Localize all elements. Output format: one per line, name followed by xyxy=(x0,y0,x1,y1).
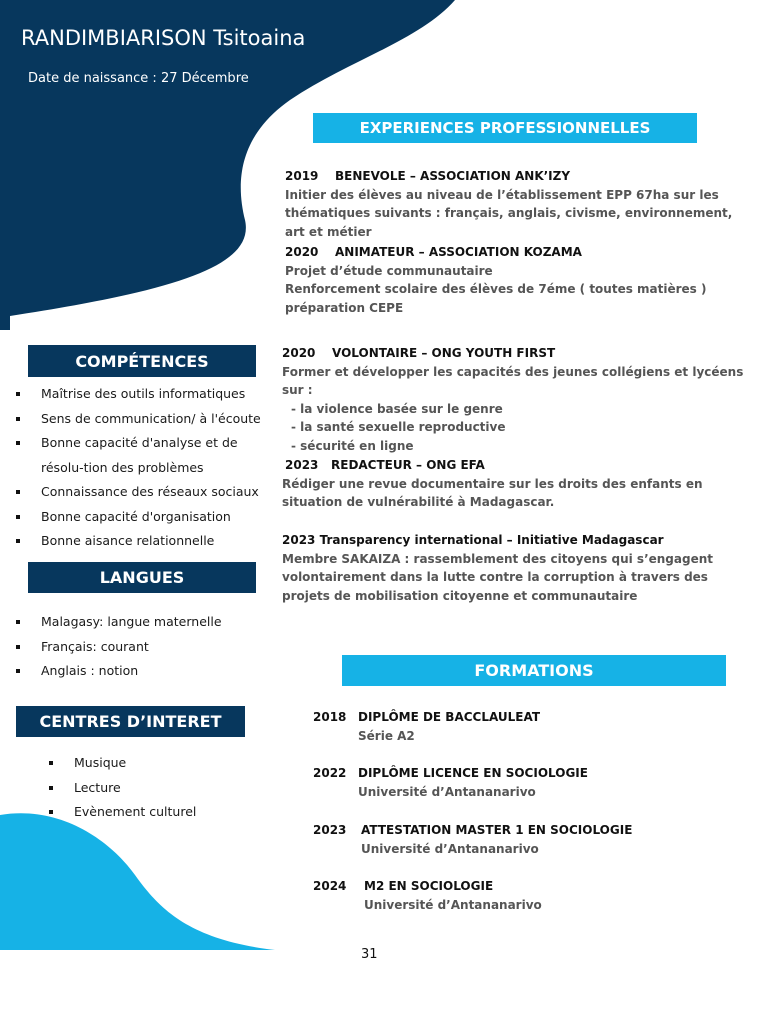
competences-heading: COMPÉTENCES xyxy=(28,345,256,377)
formation-item xyxy=(313,821,632,859)
competence-item: Sens de communication/ à l'écoute xyxy=(16,407,271,432)
formation-title: ATTESTATION MASTER 1 EN SOCIOLOGIE xyxy=(361,823,633,837)
formation-title: M2 EN SOCIOLOGIE xyxy=(364,879,494,893)
formation-header xyxy=(313,877,542,896)
experience-header xyxy=(285,243,755,262)
experience-title: ANIMATEUR – ASSOCIATION KOZAMA xyxy=(335,245,582,259)
competence-item: Connaissance des réseaux sociaux xyxy=(16,480,271,505)
experience-item xyxy=(282,344,757,455)
candidate-name: RANDIMBIARISON Tsitoaina xyxy=(21,26,306,50)
experience-title: REDACTEUR – ONG EFA xyxy=(331,458,485,472)
formations-heading: FORMATIONS xyxy=(342,655,726,686)
experience-item xyxy=(282,531,757,606)
experience-description: Rédiger une revue documentaire sur les droits des enfants en situation de vulnérabilité à Madagascar. xyxy=(282,476,703,509)
experience-year: 2019 xyxy=(285,169,319,183)
formation-detail: Université d’Antananarivo xyxy=(364,898,542,912)
formation-header xyxy=(313,764,588,783)
interets-list xyxy=(49,751,196,825)
interet-item: Musique xyxy=(49,751,196,776)
experience-header xyxy=(282,344,757,363)
interet-item: Evènement culturel xyxy=(49,800,196,825)
experience-description: Projet d’étude communautaire xyxy=(285,263,493,278)
formation-item xyxy=(313,708,540,746)
experience-year: 2023 xyxy=(285,458,319,472)
experience-header xyxy=(285,167,755,186)
page-number: 31 xyxy=(361,947,378,962)
birth-date: Date de naissance : 27 Décembre xyxy=(28,71,249,86)
experience-description: Renforcement scolaire des élèves de 7éme ( toutes matières ) préparation CEPE xyxy=(285,282,707,315)
langue-item: Anglais : notion xyxy=(16,659,222,684)
experience-year: 2020 xyxy=(285,245,319,259)
experience-description: Membre SAKAIZA : rassemblement des citoyens qui s’engagent volontairement dans la lutte contre la corruption à travers des projets de mobilisation citoyenne et communautaire xyxy=(282,551,713,604)
formation-year: 2024 xyxy=(313,879,347,893)
interet-item: Lecture xyxy=(49,776,196,801)
experience-item xyxy=(285,243,755,317)
langues-heading: LANGUES xyxy=(28,562,256,593)
experience-bullet: - sécurité en ligne xyxy=(291,438,414,453)
formation-detail: Université d’Antananarivo xyxy=(361,842,539,856)
experience-description: Initier des élèves au niveau de l’établissement EPP 67ha sur les thématiques suivants : français, anglais, civisme, environnement, art et métier xyxy=(285,187,733,239)
formation-year: 2022 xyxy=(313,766,347,780)
formation-item xyxy=(313,764,588,802)
formation-title: DIPLÔME DE BACCLAULEAT xyxy=(358,710,541,724)
experience-item xyxy=(282,456,757,512)
interets-heading: CENTRES D’INTERET xyxy=(16,706,245,737)
formation-year: 2018 xyxy=(313,710,347,724)
formation-header xyxy=(313,821,632,840)
competence-item: Bonne aisance relationnelle xyxy=(16,529,271,554)
formation-item xyxy=(313,877,542,915)
experience-header xyxy=(282,456,757,475)
experience-title: BENEVOLE – ASSOCIATION ANK’IZY xyxy=(335,169,571,183)
formation-title: DIPLÔME LICENCE EN SOCIOLOGIE xyxy=(358,766,588,780)
experience-bullet: - la violence basée sur le genre xyxy=(291,401,503,416)
formation-header xyxy=(313,708,540,727)
experience-item xyxy=(285,167,755,241)
experiences-heading: EXPERIENCES PROFESSIONNELLES xyxy=(313,113,697,143)
competences-list xyxy=(16,382,271,554)
langue-item: Français: courant xyxy=(16,635,222,660)
formation-year: 2023 xyxy=(313,823,347,837)
formation-detail: Série A2 xyxy=(358,729,415,743)
competence-item: Bonne capacité d'organisation xyxy=(16,505,271,530)
experience-year: 2020 xyxy=(282,346,316,360)
experience-title: 2023 Transparency international – Initiative Madagascar xyxy=(282,533,664,547)
experience-description: Former et développer les capacités des jeunes collégiens et lycéens sur : xyxy=(282,364,744,397)
experience-title: VOLONTAIRE – ONG YOUTH FIRST xyxy=(332,346,556,360)
competence-item: Bonne capacité d'analyse et de résolu-tion des problèmes xyxy=(16,431,271,480)
langue-item: Malagasy: langue maternelle xyxy=(16,610,222,635)
competence-item: Maîtrise des outils informatiques xyxy=(16,382,271,407)
formation-detail: Université d’Antananarivo xyxy=(358,785,536,799)
experience-bullet: - la santé sexuelle reproductive xyxy=(291,420,506,434)
langues-list xyxy=(16,610,222,684)
